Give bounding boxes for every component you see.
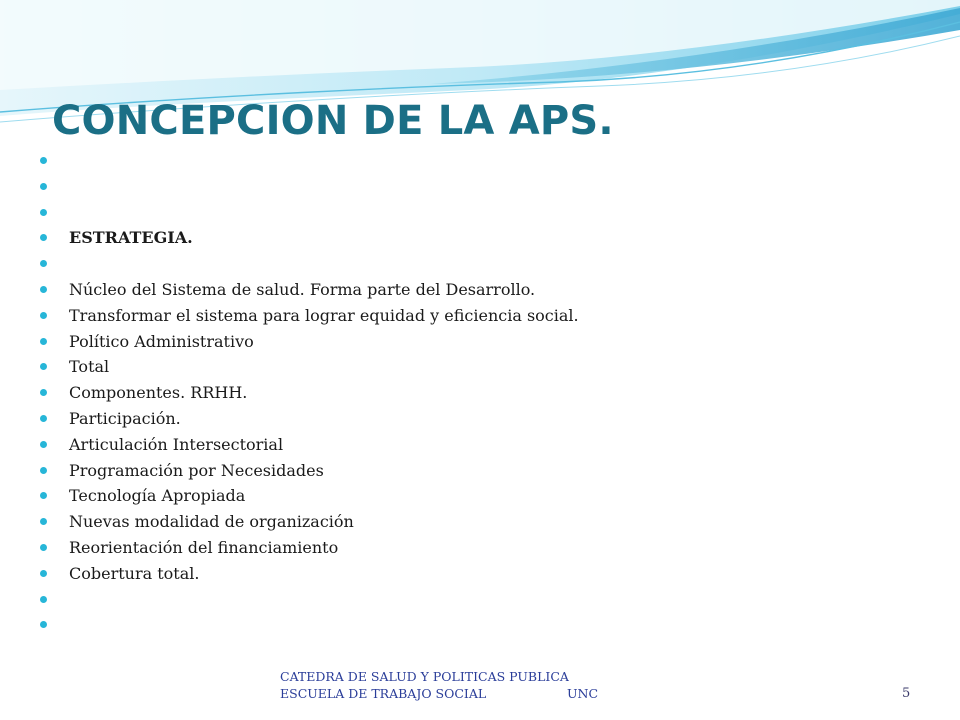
page-number: 5 (902, 686, 911, 701)
bullet-text: Tecnología Apropiada (69, 486, 246, 506)
bullet-dot-icon (40, 183, 47, 190)
bullet-item (40, 535, 579, 561)
footer-course-name: CATEDRA DE SALUD Y POLITICAS PUBLICA (280, 669, 569, 684)
bullet-item (40, 251, 579, 277)
bullet-item (40, 406, 579, 432)
bullet-item (40, 277, 579, 303)
bullet-dot-icon (40, 312, 47, 319)
bullet-item (40, 483, 579, 509)
bullet-text: Programación por Necesidades (69, 460, 324, 480)
bullet-dot-icon (40, 441, 47, 448)
bullet-item (40, 612, 579, 638)
footer-school-name: ESCUELA DE TRABAJO SOCIAL (280, 686, 487, 701)
bullet-text: Participación. (69, 408, 181, 428)
bullet-text: ESTRATEGIA. (69, 228, 193, 248)
bullet-item (40, 587, 579, 613)
footer-university: UNC (567, 686, 599, 701)
bullet-dot-icon (40, 338, 47, 345)
bullet-item (40, 329, 579, 355)
bullet-dot-icon (40, 492, 47, 499)
bullet-item (40, 561, 579, 587)
bullet-dot-icon (40, 157, 47, 164)
bullet-dot-icon (40, 570, 47, 577)
bullet-item (40, 509, 579, 535)
bullet-item (40, 354, 579, 380)
slide-title: CONCEPCION DE LA APS. (52, 98, 614, 144)
bullet-dot-icon (40, 209, 47, 216)
bullet-dot-icon (40, 596, 47, 603)
bullet-item (40, 458, 579, 484)
bullet-item (40, 380, 579, 406)
bullet-text: Núcleo del Sistema de salud. Forma parte del Desarrollo. (69, 279, 536, 299)
bullet-dot-icon (40, 286, 47, 293)
bullet-dot-icon (40, 415, 47, 422)
bullet-dot-icon (40, 544, 47, 551)
bullet-item (40, 200, 579, 226)
bullet-list (40, 148, 579, 638)
bullet-item (40, 174, 579, 200)
footer-line-2 (280, 685, 598, 702)
bullet-dot-icon (40, 389, 47, 396)
bullet-text: Reorientación del financiamiento (69, 537, 339, 557)
bullet-text: Político Administrativo (69, 331, 254, 351)
bullet-dot-icon (40, 518, 47, 525)
bullet-text: Transformar el sistema para lograr equidad y eficiencia social. (69, 305, 579, 325)
bullet-dot-icon (40, 467, 47, 474)
bullet-text: Nuevas modalidad de organización (69, 512, 354, 532)
bullet-text: Componentes. RRHH. (69, 383, 248, 403)
bullet-dot-icon (40, 363, 47, 370)
bullet-item (40, 432, 579, 458)
bullet-item (40, 148, 579, 174)
bullet-dot-icon (40, 260, 47, 267)
bullet-text: Cobertura total. (69, 563, 200, 583)
footer (280, 668, 598, 702)
bullet-text: Articulación Intersectorial (69, 434, 284, 454)
bullet-item (40, 225, 579, 251)
bullet-dot-icon (40, 234, 47, 241)
bullet-text: Total (69, 357, 110, 377)
bullet-item (40, 303, 579, 329)
bullet-dot-icon (40, 621, 47, 628)
